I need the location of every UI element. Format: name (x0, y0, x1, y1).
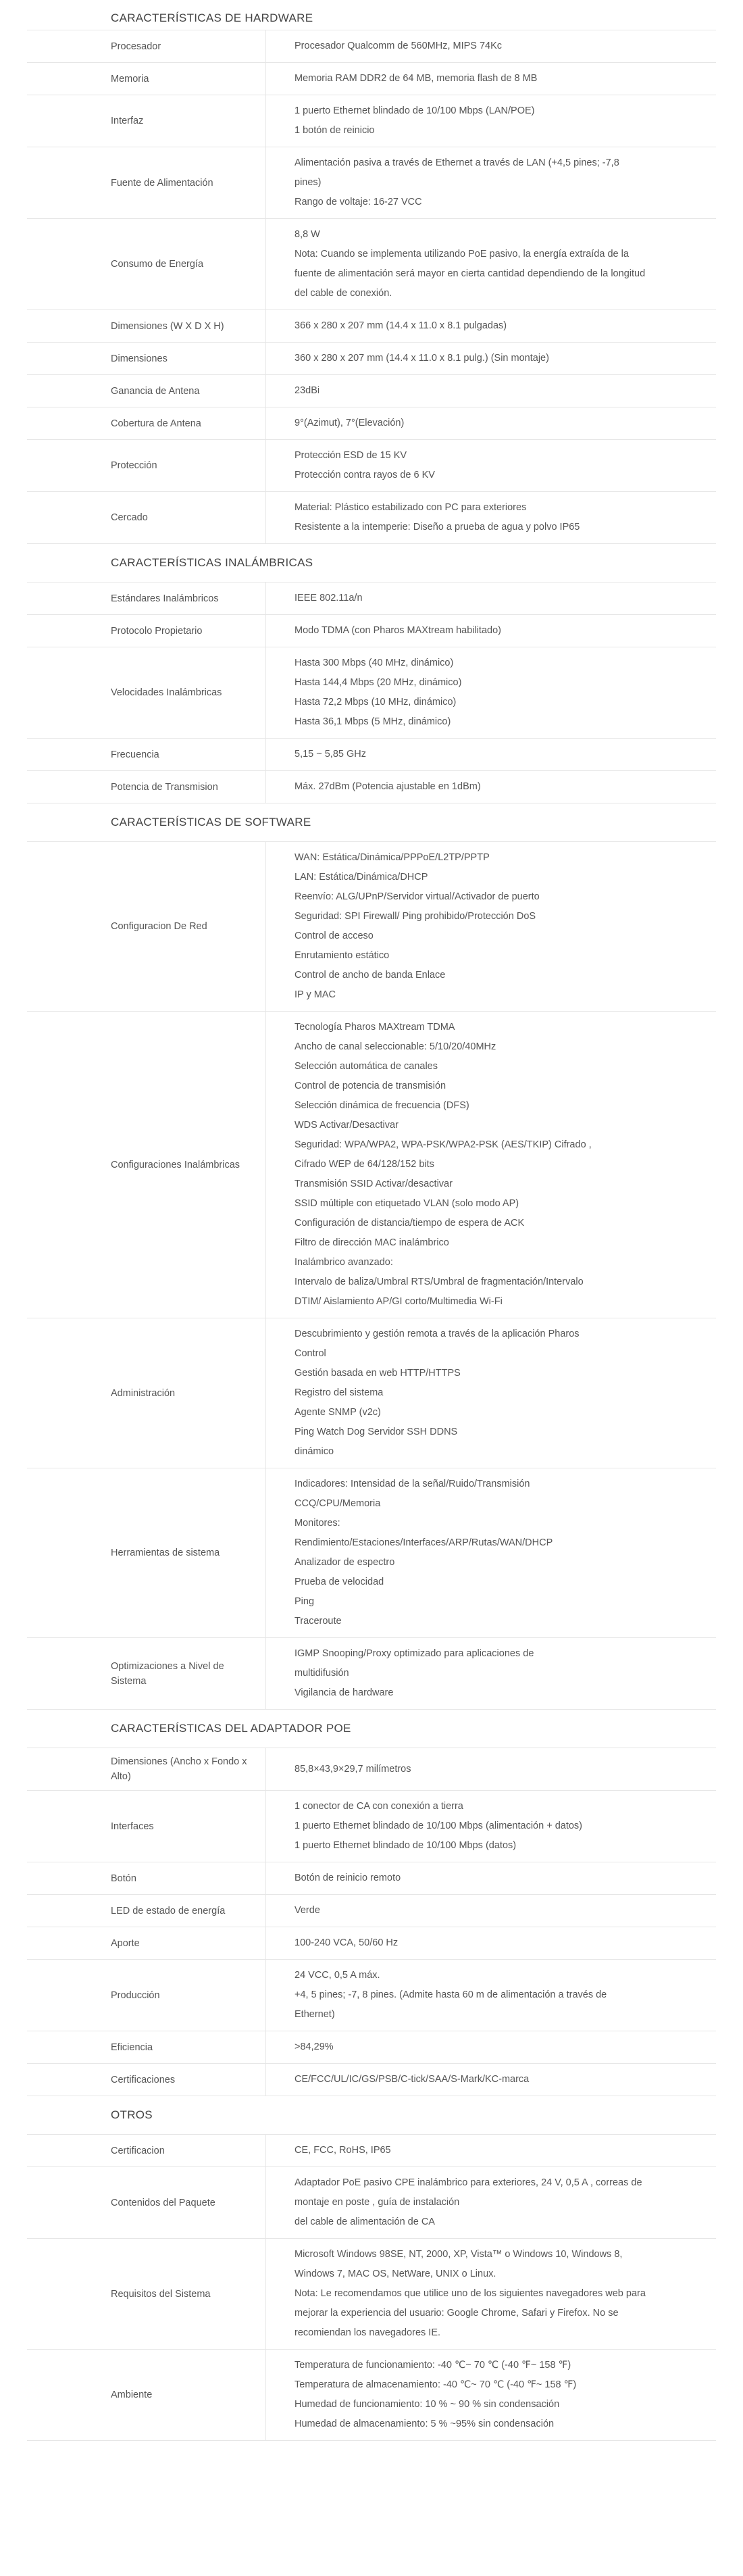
spec-label: Cobertura de Antena (27, 407, 266, 439)
spec-label: Interfaces (27, 1791, 266, 1862)
spec-value-line: WDS Activar/Desactivar (294, 1120, 399, 1131)
spec-value-line: Vigilancia de hardware (294, 1687, 394, 1698)
spec-value-line: Hasta 144,4 Mbps (20 MHz, dinámico) (294, 677, 462, 688)
section-title: CARACTERÍSTICAS DE SOFTWARE (111, 816, 311, 828)
spec-value-line: IGMP Snooping/Proxy optimizado para aplicaciones de (294, 1648, 534, 1659)
spec-label: Optimizaciones a Nivel de Sistema (27, 1638, 266, 1709)
spec-value-line: Selección dinámica de frecuencia (DFS) (294, 1100, 469, 1111)
spec-label: Configuracion De Red (27, 842, 266, 1011)
spec-row (27, 440, 716, 492)
spec-value-line: Material: Plástico estabilizado con PC para exteriores (294, 502, 527, 513)
spec-label: Frecuencia (27, 739, 266, 770)
spec-value-line: Enrutamiento estático (294, 950, 390, 961)
spec-value-line: Protección contra rayos de 6 KV (294, 470, 435, 480)
spec-value-line: Botón de reinicio remoto (294, 1873, 401, 1883)
spec-value-line: Resistente a la intemperie: Diseño a prueba de agua y polvo IP65 (294, 522, 580, 532)
spec-value-line: CE/FCC/UL/IC/GS/PSB/C-tick/SAA/S-Mark/KC-marca (294, 2074, 530, 2085)
spec-value-line: 100-240 VCA, 50/60 Hz (294, 1937, 399, 1948)
spec-row (27, 739, 716, 771)
spec-sections (0, 7, 743, 2441)
spec-value-line: 1 puerto Ethernet blindado de 10/100 Mbps (datos) (294, 1840, 517, 1851)
spec-value (266, 375, 716, 407)
spec-value-line: Nota: Cuando se implementa utilizando PoE pasivo, la energía extraída de la fuente de alimentación será mayor en cierta cantidad dependiendo de la longitud del cable de conexión. (294, 249, 646, 299)
spec-label: Eficiencia (27, 2031, 266, 2063)
spec-value-line: Gestión basada en web HTTP/HTTPS (294, 1368, 461, 1379)
spec-value-line: Microsoft Windows 98SE, NT, 2000, XP, Vista™ o Windows 10, Windows 8, Windows 7, MAC OS, NetWare, UNIX o Linux. (294, 2249, 623, 2279)
spec-label: Requisitos del Sistema (27, 2239, 266, 2349)
spec-label: Administración (27, 1318, 266, 1468)
spec-value (266, 2135, 716, 2166)
spec-value-line: Configuración de distancia/tiempo de espera de ACK (294, 1218, 525, 1229)
spec-value-line: 1 conector de CA con conexión a tierra (294, 1801, 463, 1812)
spec-value-line: Analizador de espectro (294, 1557, 395, 1568)
spec-row (27, 1862, 716, 1895)
spec-value (266, 2064, 716, 2096)
spec-row (27, 30, 716, 63)
spec-value-line: Alimentación pasiva a través de Ethernet a través de LAN (+4,5 pines; -7,8 pines) (294, 157, 619, 188)
section-title: OTROS (111, 2108, 153, 2121)
spec-row (27, 219, 716, 310)
spec-value-line: 85,8×43,9×29,7 milímetros (294, 1763, 411, 1775)
spec-value-line: Adaptador PoE pasivo CPE inalámbrico para exteriores, 24 V, 0,5 A , correas de montaje en poste , guía de instalación (294, 2177, 642, 2208)
spec-value (266, 1012, 716, 1318)
spec-value (266, 147, 716, 218)
spec-row (27, 2167, 716, 2239)
section-title: CARACTERÍSTICAS DE HARDWARE (111, 11, 313, 24)
spec-value (266, 2031, 716, 2063)
spec-value (266, 440, 716, 491)
spec-label: Dimensiones (27, 343, 266, 374)
spec-row (27, 147, 716, 219)
spec-value (266, 63, 716, 95)
spec-label: Herramientas de sistema (27, 1468, 266, 1637)
spec-value-line: Control (294, 1348, 326, 1359)
spec-value-line: 23dBi (294, 385, 320, 396)
spec-row (27, 63, 716, 95)
spec-table (27, 1748, 716, 2096)
spec-row (27, 615, 716, 647)
spec-value-line: Transmisión SSID Activar/desactivar (294, 1179, 453, 1189)
spec-label: Estándares Inalámbricos (27, 583, 266, 614)
spec-value-line: Intervalo de baliza/Umbral RTS/Umbral de fragmentación/Intervalo (294, 1277, 584, 1287)
spec-value (266, 30, 716, 62)
spec-row (27, 771, 716, 803)
spec-value (266, 219, 716, 309)
spec-row (27, 647, 716, 739)
spec-row (27, 1012, 716, 1318)
spec-value-line: Temperatura de funcionamiento: -40 ℃~ 70 ℃ (-40 ℉~ 158 ℉) (294, 2360, 571, 2371)
spec-value (266, 615, 716, 647)
spec-value (266, 647, 716, 738)
spec-value-line: >84,29% (294, 2041, 334, 2052)
spec-value-line: Seguridad: WPA/WPA2, WPA-PSK/WPA2-PSK (AES/TKIP) Cifrado , (294, 1139, 592, 1150)
spec-table (27, 2134, 716, 2441)
spec-label: Cercado (27, 492, 266, 543)
spec-value-line: Humedad de funcionamiento: 10 % ~ 90 % sin condensación (294, 2399, 560, 2410)
spec-label: Dimensiones (Ancho x Fondo x Alto) (27, 1748, 266, 1790)
spec-label: Potencia de Transmision (27, 771, 266, 803)
spec-value-line: 5,15 ~ 5,85 GHz (294, 749, 366, 760)
spec-label: Producción (27, 1960, 266, 2031)
spec-value-line: Monitores: (294, 1518, 340, 1529)
spec-value-line: Procesador Qualcomm de 560MHz, MIPS 74Kc (294, 41, 503, 51)
spec-value-line: Cifrado WEP de 64/128/152 bits (294, 1159, 434, 1170)
spec-row (27, 2239, 716, 2350)
spec-value-line: Inalámbrico avanzado: (294, 1257, 393, 1268)
spec-value-line: 24 VCC, 0,5 A máx. (294, 1970, 380, 1981)
spec-value (266, 583, 716, 614)
spec-label: Velocidades Inalámbricas (27, 647, 266, 738)
spec-value-line: Temperatura de almacenamiento: -40 ℃~ 70 ℃ (-40 ℉~ 158 ℉) (294, 2379, 577, 2390)
spec-label: Contenidos del Paquete (27, 2167, 266, 2238)
spec-value-line: Protección ESD de 15 KV (294, 450, 407, 461)
spec-value-line: Control de acceso (294, 931, 374, 941)
spec-row (27, 583, 716, 615)
spec-label: Protección (27, 440, 266, 491)
spec-value (266, 310, 716, 342)
spec-value-line: 1 botón de reinicio (294, 125, 375, 136)
spec-value-line: Selección automática de canales (294, 1061, 438, 1072)
spec-row (27, 310, 716, 343)
spec-row (27, 1748, 716, 1791)
spec-label: Certificacion (27, 2135, 266, 2166)
spec-value-line: 9°(Azimut), 7°(Elevación) (294, 418, 405, 428)
spec-label: Certificaciones (27, 2064, 266, 2096)
spec-value-line: Hasta 36,1 Mbps (5 MHz, dinámico) (294, 716, 451, 727)
spec-value (266, 2350, 716, 2440)
spec-row (27, 375, 716, 407)
spec-value (266, 2167, 716, 2238)
spec-row (27, 1638, 716, 1710)
spec-label: Configuraciones Inalámbricas (27, 1012, 266, 1318)
spec-value-line: Reenvío: ALG/UPnP/Servidor virtual/Activador de puerto (294, 891, 540, 902)
spec-label: Interfaz (27, 95, 266, 147)
spec-value (266, 1318, 716, 1468)
spec-value-line: Hasta 72,2 Mbps (10 MHz, dinámico) (294, 697, 457, 708)
spec-label: Fuente de Alimentación (27, 147, 266, 218)
spec-row (27, 842, 716, 1012)
spec-section (27, 544, 716, 803)
spec-value (266, 95, 716, 147)
spec-value-line: IP y MAC (294, 989, 336, 1000)
spec-value-line: Control de ancho de banda Enlace (294, 970, 446, 981)
spec-label: Dimensiones (W X D X H) (27, 310, 266, 342)
spec-value-line: Modo TDMA (con Pharos MAXtream habilitado) (294, 625, 501, 636)
spec-value-line: Filtro de dirección MAC inalámbrico (294, 1237, 449, 1248)
spec-row (27, 95, 716, 147)
spec-value (266, 771, 716, 803)
spec-row (27, 1468, 716, 1638)
spec-value-line: CE, FCC, RoHS, IP65 (294, 2145, 391, 2156)
spec-row (27, 2031, 716, 2064)
spec-section (27, 7, 716, 544)
spec-value-line: Indicadores: Intensidad de la señal/Ruido/Transmisión (294, 1479, 530, 1489)
spec-section (27, 1710, 716, 2096)
spec-value (266, 1791, 716, 1862)
spec-row (27, 492, 716, 544)
spec-value-line: Traceroute (294, 1616, 342, 1627)
spec-row (27, 1318, 716, 1468)
section-title: CARACTERÍSTICAS DEL ADAPTADOR POE (111, 1722, 351, 1735)
spec-row (27, 407, 716, 440)
top-spacer (0, 0, 743, 7)
spec-value (266, 492, 716, 543)
spec-value-line: Control de potencia de transmisión (294, 1081, 446, 1091)
spec-value (266, 1468, 716, 1637)
spec-value-line: DTIM/ Aislamiento AP/GI corto/Multimedia Wi-Fi (294, 1296, 503, 1307)
spec-label: Memoria (27, 63, 266, 95)
spec-value-line: 1 puerto Ethernet blindado de 10/100 Mbps (LAN/POE) (294, 105, 535, 116)
spec-value-line: 366 x 280 x 207 mm (14.4 x 11.0 x 8.1 pulgadas) (294, 320, 507, 331)
spec-value-line: del cable de alimentación de CA (294, 2216, 435, 2227)
spec-value-line: Rango de voltaje: 16-27 VCC (294, 197, 422, 207)
spec-table (27, 841, 716, 1710)
spec-row (27, 1791, 716, 1862)
spec-value-line: 360 x 280 x 207 mm (14.4 x 11.0 x 8.1 pulg.) (Sin montaje) (294, 353, 549, 364)
spec-value-line: 8,8 W (294, 229, 320, 240)
spec-row (27, 2135, 716, 2167)
spec-value-line: Ancho de canal seleccionable: 5/10/20/40MHz (294, 1041, 496, 1052)
spec-label: Procesador (27, 30, 266, 62)
spec-value-line: IEEE 802.11a/n (294, 593, 363, 603)
spec-value (266, 1638, 716, 1709)
spec-value-line: Máx. 27dBm (Potencia ajustable en 1dBm) (294, 781, 481, 792)
spec-label: Botón (27, 1862, 266, 1894)
spec-value-line: Prueba de velocidad (294, 1577, 384, 1587)
spec-value-line: Seguridad: SPI Firewall/ Ping prohibido/Protección DoS (294, 911, 536, 922)
spec-row (27, 1927, 716, 1960)
spec-value-line: WAN: Estática/Dinámica/PPPoE/L2TP/PPTP (294, 852, 490, 863)
spec-value-line: Hasta 300 Mbps (40 MHz, dinámico) (294, 658, 454, 668)
spec-value-line: +4, 5 pines; -7, 8 pines. (Admite hasta 60 m de alimentación a través de Ethernet) (294, 1989, 607, 2020)
spec-value-line: Ping Watch Dog Servidor SSH DDNS (294, 1427, 458, 1437)
spec-label: Ambiente (27, 2350, 266, 2440)
spec-value-line: Registro del sistema (294, 1387, 384, 1398)
spec-label: Aporte (27, 1927, 266, 1959)
spec-value-line: Humedad de almacenamiento: 5 % ~95% sin condensación (294, 2419, 555, 2429)
spec-section (27, 2096, 716, 2441)
spec-value-line: Memoria RAM DDR2 de 64 MB, memoria flash de 8 MB (294, 73, 538, 84)
spec-value (266, 1960, 716, 2031)
spec-value (266, 842, 716, 1011)
spec-table (27, 30, 716, 544)
spec-row (27, 343, 716, 375)
spec-label: Consumo de Energía (27, 219, 266, 309)
spec-row (27, 1960, 716, 2031)
spec-label: LED de estado de energía (27, 1895, 266, 1927)
spec-value-line: Ping (294, 1596, 315, 1607)
spec-value-line: Nota: Le recomendamos que utilice uno de los siguientes navegadores web para mejorar la experiencia del usuario: Google Chrome, Safari y Firefox. No se recomiendan los navegadores IE. (294, 2288, 646, 2338)
spec-value (266, 1927, 716, 1959)
spec-row (27, 1895, 716, 1927)
spec-value-line: Agente SNMP (v2c) (294, 1407, 381, 1418)
spec-value (266, 1895, 716, 1927)
spec-value-line: CCQ/CPU/Memoria (294, 1498, 381, 1509)
spec-value (266, 343, 716, 374)
spec-value-line: dinámico (294, 1446, 334, 1457)
spec-value-line: multidifusión (294, 1668, 349, 1679)
spec-table (27, 582, 716, 803)
spec-value-line: Verde (294, 1905, 320, 1916)
spec-value-line: Tecnología Pharos MAXtream TDMA (294, 1022, 455, 1033)
spec-value-line: SSID múltiple con etiquetado VLAN (solo modo AP) (294, 1198, 519, 1209)
spec-value-line: Rendimiento/Estaciones/Interfaces/ARP/Rutas/WAN/DHCP (294, 1537, 553, 1548)
spec-value (266, 1748, 716, 1790)
spec-label: Protocolo Propietario (27, 615, 266, 647)
spec-row (27, 2350, 716, 2441)
spec-value (266, 407, 716, 439)
spec-value (266, 2239, 716, 2349)
spec-label: Ganancia de Antena (27, 375, 266, 407)
spec-value (266, 1862, 716, 1894)
spec-section (27, 803, 716, 1710)
spec-value-line: LAN: Estática/Dinámica/DHCP (294, 872, 428, 883)
section-title: CARACTERÍSTICAS INALÁMBRICAS (111, 556, 313, 569)
spec-value (266, 739, 716, 770)
spec-value-line: 1 puerto Ethernet blindado de 10/100 Mbps (alimentación + datos) (294, 1820, 583, 1831)
spec-row (27, 2064, 716, 2096)
spec-value-line: Descubrimiento y gestión remota a través de la aplicación Pharos (294, 1329, 580, 1339)
